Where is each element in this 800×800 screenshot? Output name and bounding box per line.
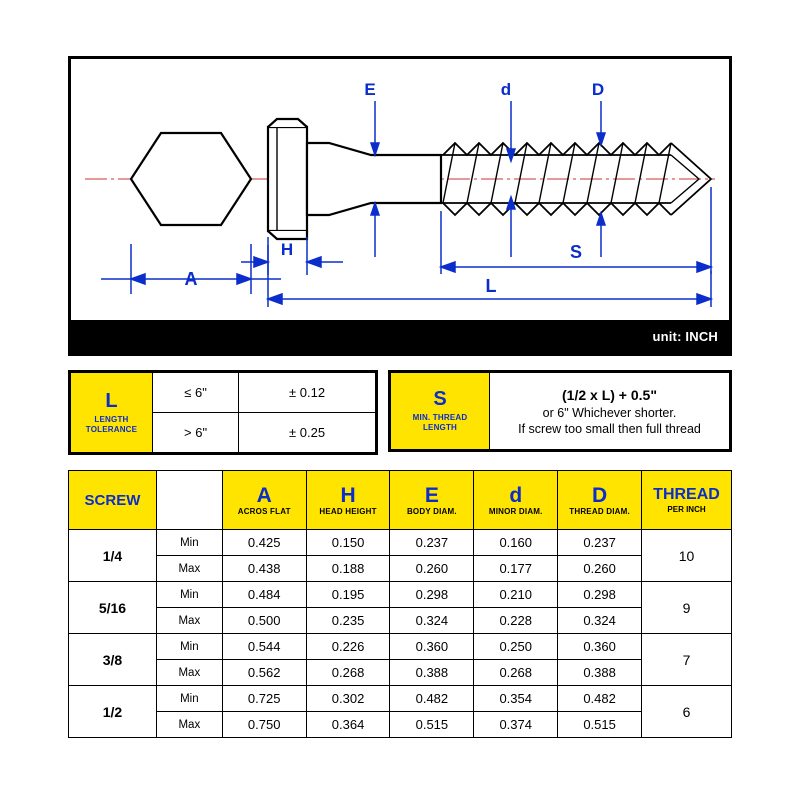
header-thread-sub: PER INCH: [667, 504, 706, 514]
cell-H: 0.195: [306, 582, 390, 608]
callout-L: L: [485, 276, 497, 296]
cell-d: 0.210: [474, 582, 558, 608]
cell-H: 0.302: [306, 686, 390, 712]
table-row: [69, 530, 732, 556]
row-minmax: Max: [156, 660, 222, 686]
length-caption-1: LENGTH: [94, 414, 129, 424]
table-row: [69, 582, 732, 608]
row-size: 1/2: [69, 686, 157, 738]
cell-D: 0.482: [558, 686, 642, 712]
cell-D: 0.388: [558, 660, 642, 686]
cell-D: 0.515: [558, 712, 642, 738]
header-col-E: [390, 471, 474, 530]
header-col-A: [222, 471, 306, 530]
header-col-d-sub: MINOR DIAM.: [488, 507, 543, 517]
length-row-condition: ≤ 6": [152, 372, 238, 413]
cell-E: 0.360: [390, 634, 474, 660]
table-row: [69, 712, 732, 738]
header-thread-label: THREAD: [653, 486, 720, 504]
cell-H: 0.268: [306, 660, 390, 686]
callout-S: S: [569, 242, 583, 262]
length-symbol: L: [105, 389, 118, 412]
cell-A: 0.725: [222, 686, 306, 712]
row-minmax: Max: [156, 608, 222, 634]
header-col-H: [306, 471, 390, 530]
cell-d: 0.354: [474, 686, 558, 712]
row-size: 1/4: [69, 530, 157, 582]
cell-E: 0.260: [390, 556, 474, 582]
cell-A: 0.544: [222, 634, 306, 660]
row-minmax: Min: [156, 582, 222, 608]
header-col-A-sub: ACROS FLAT: [237, 507, 291, 517]
hex-head-end-view: [131, 133, 251, 225]
cell-A: 0.562: [222, 660, 306, 686]
row-size: 5/16: [69, 582, 157, 634]
min-thread-header: [390, 372, 490, 451]
screw-spec-table: [68, 470, 732, 738]
callout-D: D: [591, 80, 605, 99]
row-minmax: Min: [156, 686, 222, 712]
cell-A: 0.750: [222, 712, 306, 738]
header-col-D-letter: D: [592, 483, 608, 507]
header-thread: [642, 471, 732, 530]
header-screw: [69, 471, 157, 530]
table-row: [69, 634, 732, 660]
cell-thread: 7: [642, 634, 732, 686]
min-thread-length-table: [388, 370, 732, 452]
header-col-E-sub: BODY DIAM.: [406, 507, 457, 517]
cell-d: 0.374: [474, 712, 558, 738]
header-col-D-sub: THREAD DIAM.: [569, 507, 630, 517]
cell-H: 0.364: [306, 712, 390, 738]
table-row: [69, 608, 732, 634]
length-row-value: ± 0.12: [239, 372, 377, 413]
cell-d: 0.228: [474, 608, 558, 634]
min-thread-caption-1: MIN. THREAD: [412, 413, 468, 422]
min-thread-caption-2: LENGTH: [422, 423, 458, 432]
table-row: [69, 686, 732, 712]
cell-H: 0.188: [306, 556, 390, 582]
table-row: [69, 556, 732, 582]
cell-D: 0.298: [558, 582, 642, 608]
row-minmax: Min: [156, 530, 222, 556]
cell-D: 0.237: [558, 530, 642, 556]
cell-H: 0.150: [306, 530, 390, 556]
min-thread-note-1: or 6" Whichever shorter.: [542, 405, 677, 420]
cell-thread: 10: [642, 530, 732, 582]
cell-D: 0.324: [558, 608, 642, 634]
row-size: 3/8: [69, 634, 157, 686]
header-minmax: [156, 471, 222, 530]
header-col-H-sub: HEAD HEIGHT: [319, 507, 377, 517]
length-row-value: ± 0.25: [239, 413, 377, 454]
callout-E: E: [364, 80, 376, 99]
cell-E: 0.298: [390, 582, 474, 608]
cell-H: 0.235: [306, 608, 390, 634]
head-side-view: [268, 127, 307, 231]
cell-thread: 9: [642, 582, 732, 634]
thread-symbol: S: [433, 388, 447, 410]
row-minmax: Min: [156, 634, 222, 660]
cell-d: 0.160: [474, 530, 558, 556]
row-minmax: Max: [156, 556, 222, 582]
cell-d: 0.268: [474, 660, 558, 686]
cell-A: 0.425: [222, 530, 306, 556]
cell-D: 0.360: [558, 634, 642, 660]
cell-E: 0.324: [390, 608, 474, 634]
header-col-d-letter: d: [509, 483, 523, 507]
header-col-d: [474, 471, 558, 530]
header-screw-label: SCREW: [84, 491, 141, 509]
length-tolerance-header: [70, 372, 153, 454]
header-col-E-letter: E: [424, 483, 439, 507]
header-col-H-letter: H: [340, 483, 356, 507]
header-col-D: [558, 471, 642, 530]
min-thread-note-2: If screw too small then full thread: [518, 421, 701, 436]
cell-E: 0.237: [390, 530, 474, 556]
cell-A: 0.438: [222, 556, 306, 582]
cell-thread: 6: [642, 686, 732, 738]
cell-H: 0.226: [306, 634, 390, 660]
row-minmax: Max: [156, 712, 222, 738]
screw-diagram-svg: [71, 59, 729, 353]
cell-d: 0.250: [474, 634, 558, 660]
cell-A: 0.484: [222, 582, 306, 608]
head-top-chamfer: [268, 119, 307, 127]
length-caption-2: TOLERANCE: [85, 424, 138, 434]
screw-diagram-panel: [68, 56, 732, 356]
table-header-row: [69, 471, 732, 530]
min-thread-formula-cell: [490, 372, 731, 451]
callout-H: H: [280, 240, 294, 259]
unit-bar: [68, 320, 732, 356]
callout-d: d: [500, 80, 512, 99]
min-thread-formula: (1/2 x L) + 0.5": [562, 386, 657, 403]
callout-A: A: [184, 269, 198, 289]
header-col-A-letter: A: [256, 483, 272, 507]
head-bottom-chamfer: [268, 231, 307, 239]
cell-D: 0.260: [558, 556, 642, 582]
cell-d: 0.177: [474, 556, 558, 582]
cell-A: 0.500: [222, 608, 306, 634]
table-row: [69, 660, 732, 686]
length-tolerance-table: [68, 370, 378, 455]
unit-label: unit: INCH: [652, 329, 718, 344]
cell-E: 0.515: [390, 712, 474, 738]
length-row-condition: > 6": [152, 413, 238, 454]
cell-E: 0.482: [390, 686, 474, 712]
cell-E: 0.388: [390, 660, 474, 686]
